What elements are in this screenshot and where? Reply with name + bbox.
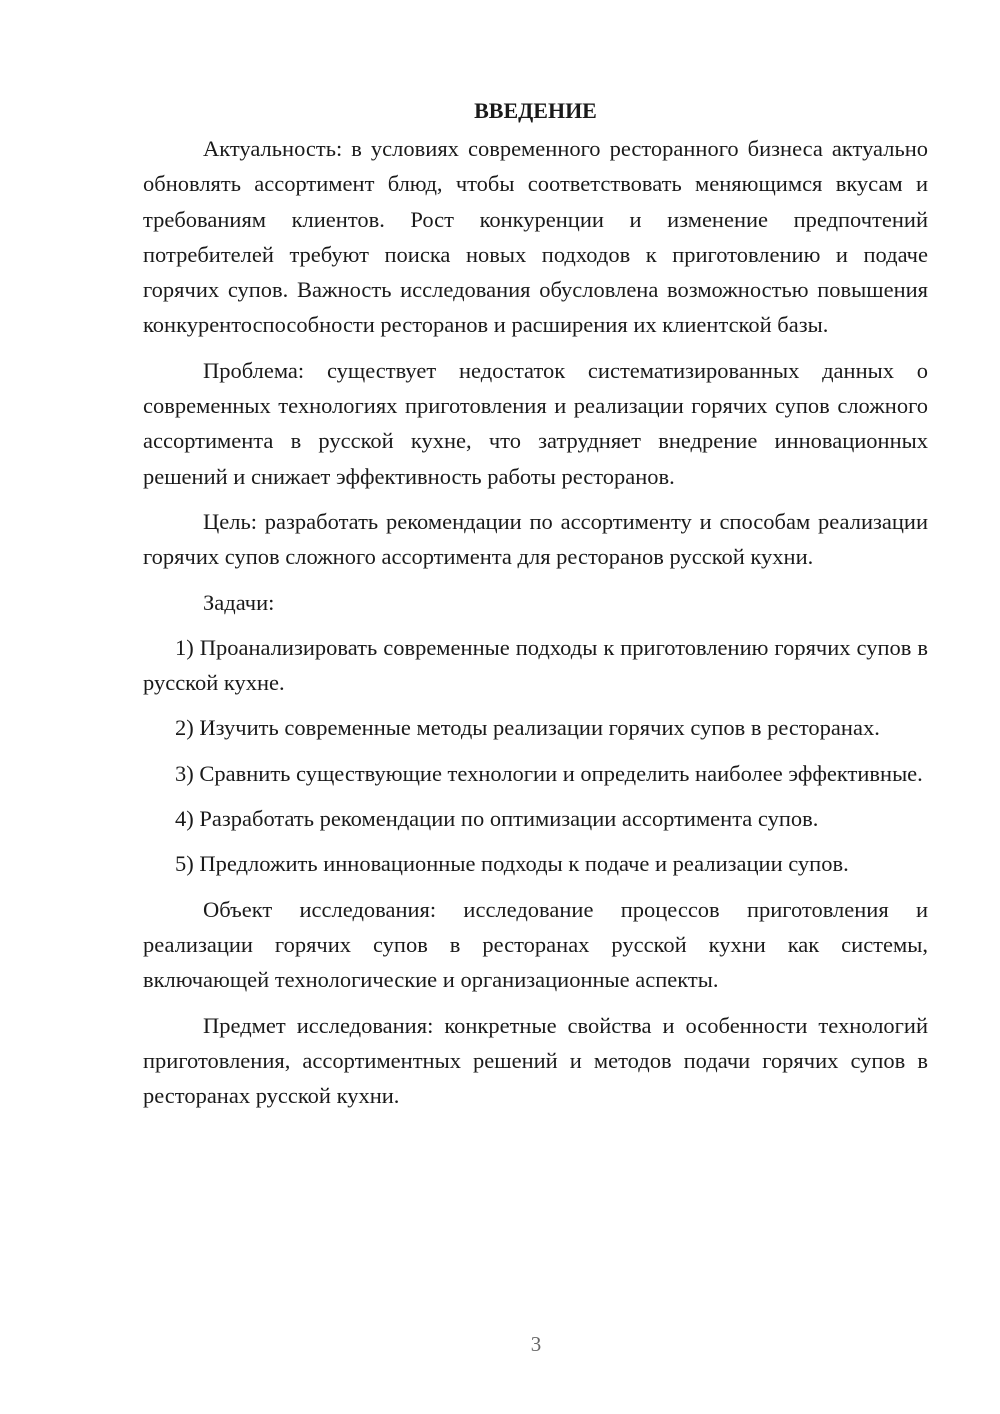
tasks-heading: Задачи: xyxy=(203,589,275,615)
task-item: 2) Изучить современные методы реализации горячих супов в ресторанах. xyxy=(175,715,880,741)
problem-paragraph: Проблема: существует недостаток систематизированных данных о современных технологиях приготовления и реализации горячих супов сложного ассортимента в русской кухне, что затрудняет внедрение инновационных решений и снижает эффективность работы ресторанов. xyxy=(143,357,928,489)
task-item: 1) Проанализировать современные подходы к приготовлению горячих супов в русской кухне. xyxy=(143,634,928,696)
task-item: 5) Предложить инновационные подходы к подаче и реализации супов. xyxy=(175,851,849,877)
page-title: ВВЕДЕНИЕ xyxy=(474,98,597,123)
object-paragraph: Объект исследования: исследование процессов приготовления и реализации горячих супов в ресторанах русской кухни как системы, включающей технологические и организационные аспекты. xyxy=(143,896,928,993)
relevance-paragraph: Актуальность: в условиях современного ресторанного бизнеса актуально обновлять ассортимент блюд, чтобы соответствовать меняющимся вкусам и требованиям клиентов. Рост конкуренции и изменение предпочтений потребителей требуют поиска новых подходов к приготовлению и подаче горячих супов. Важность исследования обусловлена возможностью повышения конкурентоспособности ресторанов и расширения их клиентской базы. xyxy=(143,136,928,338)
task-item: 3) Сравнить существующие технологии и определить наиболее эффективные. xyxy=(175,760,923,786)
document-body xyxy=(143,95,928,1123)
subject-paragraph: Предмет исследования: конкретные свойства и особенности технологий приготовления, ассортиментных решений и методов подачи горячих супов в ресторанах русской кухни. xyxy=(143,1012,928,1109)
page-number: 3 xyxy=(530,1332,542,1356)
task-item: 4) Разработать рекомендации по оптимизации ассортимента супов. xyxy=(175,806,819,832)
goal-paragraph: Цель: разработать рекомендации по ассортименту и способам реализации горячих супов сложного ассортимента для ресторанов русской кухни. xyxy=(143,508,928,570)
tasks-list xyxy=(143,630,928,882)
